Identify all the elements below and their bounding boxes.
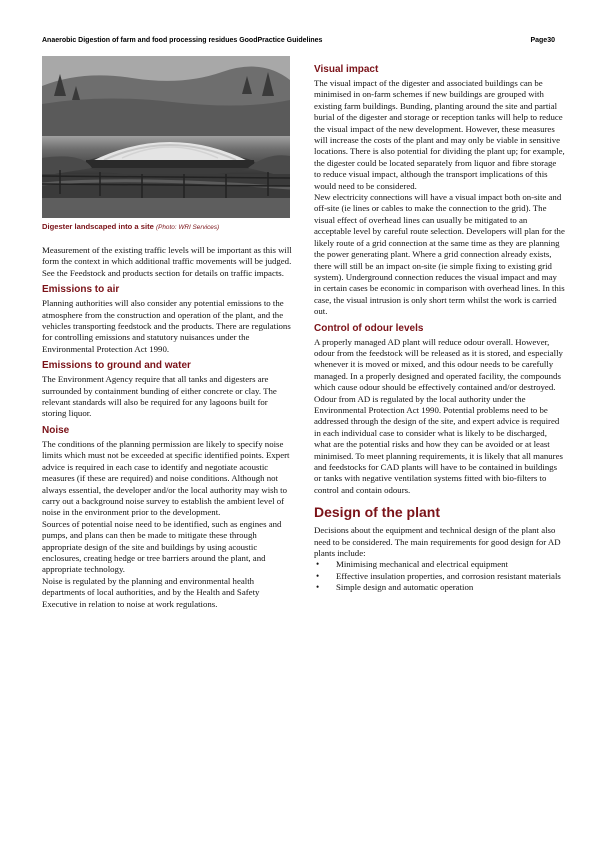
emissions-air-paragraph: Planning authorities will also consider any potential emissions to the atmosphere from the construction and operation of the plant, and the vehicles transporting feedstock and the products. There are regulations for controlling emissions and statutory nuisances under the Environmental Protection Act 1990. bbox=[42, 298, 291, 354]
right-column bbox=[314, 64, 565, 594]
design-requirements-list bbox=[314, 559, 565, 593]
caption-text: Digester landscaped into a site bbox=[42, 222, 154, 231]
design-paragraph: Decisions about the equipment and technical design of the plant also need to be considered. The main requirements for good design for AD plants include: bbox=[314, 525, 561, 559]
figure-caption bbox=[42, 222, 292, 231]
noise-paragraph-1: The conditions of the planning permission are likely to specify noise limits which must not be exceeded at specific identified points. Expert advice is required in each case to identify and negotiate acoustic measures (if these are required) and noise conditions. Although not always essential, the developer and/or the local authority may wish to carry out a background noise survey to establish the ambient level of noise in the environment prior to the development. bbox=[42, 438, 290, 518]
heading-emissions-ground: Emissions to ground and water bbox=[42, 360, 191, 372]
list-item: • Effective insulation properties, and corrosion resistant materials bbox=[314, 571, 565, 582]
heading-odour: Control of odour levels bbox=[314, 322, 424, 334]
digester-illustration bbox=[42, 56, 290, 218]
traffic-paragraph: Measurement of the existing traffic levels will be important as this will form the context in which additional traffic movements will be judged. See the Feedstock and products section for details on traffic impacts. bbox=[42, 245, 292, 278]
visual-paragraph-2: New electricity connections will have a visual impact both on-site and off-site (ie lines or cables to make the connection to the grid). The visual effect of overhead lines can usually be mitigated to an acceptable level by careful route selection. Developers will plan for the likely route of a grid connection at the same time as they are planning the power generating plant. Where a grid connection already exists, there will still be an impact on-site (ie simple fixing to existing grid system). Underground connection reduces the visual impact and may in certain cases be economic in comparison with overhead lines. In this case, the visual intrusion is only short term whilst the work is carried out. bbox=[314, 192, 565, 317]
heading-emissions-air: Emissions to air bbox=[42, 284, 120, 296]
photo-credit: (Photo: WRI Services) bbox=[155, 224, 220, 231]
left-column bbox=[42, 56, 292, 610]
heading-noise: Noise bbox=[42, 424, 70, 436]
page-header bbox=[42, 37, 555, 44]
page-number: Page30 bbox=[530, 37, 555, 44]
list-item: • Simple design and automatic operation bbox=[314, 582, 565, 593]
list-item: • Minimising mechanical and electrical equipment bbox=[314, 559, 565, 570]
digester-photo bbox=[42, 56, 290, 218]
emissions-ground-paragraph: The Environment Agency require that all tanks and digesters are surrounded by containment bunding of either concrete or clay. The relevant standards will also be required for any lagoons built for storing liquor. bbox=[42, 374, 277, 419]
document-title: Anaerobic Digestion of farm and food processing residues GoodPractice Guidelines bbox=[42, 37, 323, 44]
odour-paragraph: A properly managed AD plant will reduce odour overall. However, odour from the feedstock will be released as it is stored, and especially whenever it is moved or mixed, and this odour needs to be carefully managed. In a properly designed and operated facility, the compounds which cause odour should be effectively contained and/or destroyed. Odour from AD is regulated by the local authority under the Environmental Protection Act 1990. Potential problems need to be addressed through the design of the site, and expert advice is required in each individual case to consider what is likely to be discharged, what are the potential risks and how they can be avoided or at least minimised. To meet planning requirements, it is likely that all manures and feedstocks for CAD plants will have to be contained in buildings or tanks with negative ventilation systems fitted with bio-filters to control and contain odours. bbox=[314, 336, 563, 495]
noise-paragraph-3: Noise is regulated by the planning and environmental health departments of local authorities, and by the Health and Safety Executive in relation to noise at work regulations. bbox=[42, 575, 260, 609]
heading-design-of-plant: Design of the plant bbox=[314, 504, 440, 521]
visual-paragraph-1: The visual impact of the digester and associated buildings can be minimised in on-farm schemes if new buildings are grouped with existing farm buildings. Bunding, planting around the site and partial burial of the digester and storage or reception tanks will help to reduce the visual impact of the new development. However, these measures will increase the costs of the plant and may only be viable in sensitive locations. There is also potential for dividing the plant up; for example, the digester could be located separately from liquor and fibre storage to reduce visual impact, although the transport implications of this would need to be considered. bbox=[314, 78, 565, 191]
noise-paragraph-2: Sources of potential noise need to be identified, such as engines and pumps, and plans can then be made to mitigate these through appropriate design of the site and buildings by using acoustic enclosures, creating hedge or tree barriers around the plant, and appropriate technology. bbox=[42, 518, 282, 575]
heading-visual-impact: Visual impact bbox=[314, 64, 379, 75]
